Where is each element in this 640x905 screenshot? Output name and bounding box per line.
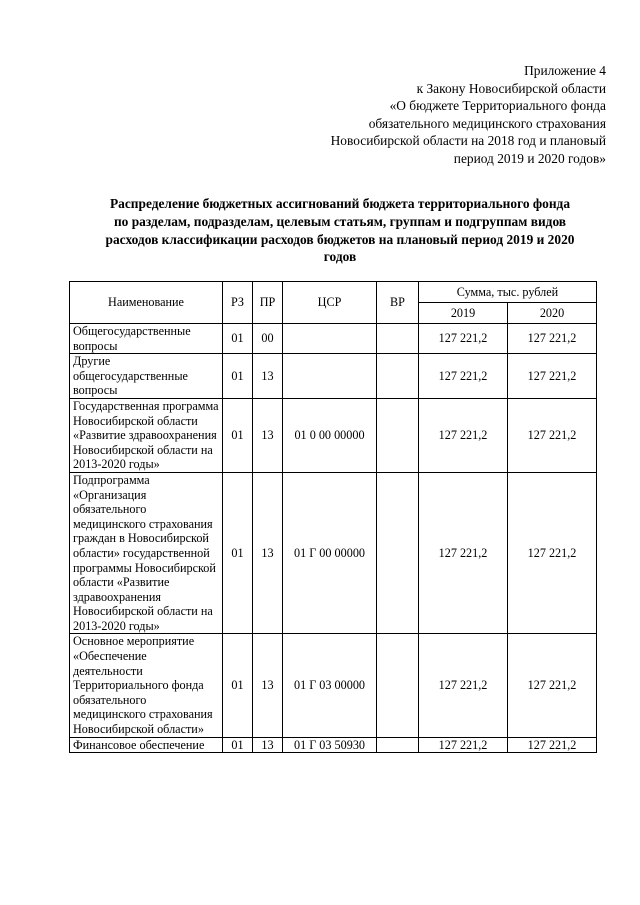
cell-rz: 01 bbox=[223, 472, 253, 634]
table-row bbox=[70, 472, 597, 634]
appendix-line: период 2019 и 2020 годов» bbox=[453, 150, 606, 166]
cell-2019: 127 221,2 bbox=[419, 398, 508, 472]
cell-2019: 127 221,2 bbox=[419, 354, 508, 399]
header-vr: ВР bbox=[377, 282, 419, 324]
cell-pr: 13 bbox=[253, 354, 283, 399]
cell-pr: 13 bbox=[253, 634, 283, 737]
table-row bbox=[70, 737, 597, 753]
cell-name: Основное мероприятие «Обеспечение деятельности Территориального фонда обязательного медицинского страхования Новосибирской области» bbox=[70, 634, 223, 737]
cell-rz: 01 bbox=[223, 398, 253, 472]
table-header-row bbox=[70, 282, 597, 303]
table-row bbox=[70, 398, 597, 472]
cell-pr: 00 bbox=[253, 324, 283, 354]
cell-vr bbox=[377, 354, 419, 399]
cell-2019: 127 221,2 bbox=[419, 634, 508, 737]
header-name: Наименование bbox=[70, 282, 223, 324]
appendix-note bbox=[186, 62, 606, 168]
cell-csr: 01 Г 03 50930 bbox=[283, 737, 377, 753]
cell-name: Государственная программа Новосибирской области «Развитие здравоохранения Новосибирской области на 2013-2020 годы» bbox=[70, 398, 223, 472]
cell-csr: 01 0 00 00000 bbox=[283, 398, 377, 472]
cell-vr bbox=[377, 634, 419, 737]
cell-pr: 13 bbox=[253, 472, 283, 634]
cell-rz: 01 bbox=[223, 354, 253, 399]
title-line: по разделам, подразделам, целевым статьям, группам и подгруппам видов bbox=[113, 213, 567, 229]
appendix-line: обязательного медицинского страхования bbox=[368, 115, 606, 131]
appendix-line: Приложение 4 bbox=[524, 63, 606, 78]
header-csr: ЦСР bbox=[283, 282, 377, 324]
cell-name: Другие общегосударственные вопросы bbox=[70, 354, 223, 399]
appendix-line: «О бюджете Территориального фонда bbox=[389, 98, 606, 114]
cell-vr bbox=[377, 398, 419, 472]
cell-csr: 01 Г 03 00000 bbox=[283, 634, 377, 737]
cell-csr bbox=[283, 354, 377, 399]
cell-name: Подпрограмма «Организация обязательного медицинского страхования граждан в Новосибирской области» государственной программы Новосибирской области «Развитие здравоохранения Новосибирской области на 2013-2020 годы» bbox=[70, 472, 223, 634]
cell-pr: 13 bbox=[253, 398, 283, 472]
title-line: годов bbox=[323, 249, 357, 265]
cell-csr bbox=[283, 324, 377, 354]
budget-table bbox=[69, 281, 597, 753]
cell-rz: 01 bbox=[223, 737, 253, 753]
cell-2020: 127 221,2 bbox=[508, 324, 597, 354]
cell-rz: 01 bbox=[223, 324, 253, 354]
cell-name: Общегосударственные вопросы bbox=[70, 324, 223, 354]
cell-2020: 127 221,2 bbox=[508, 634, 597, 737]
table-row bbox=[70, 354, 597, 399]
cell-2019: 127 221,2 bbox=[419, 324, 508, 354]
cell-vr bbox=[377, 737, 419, 753]
cell-rz: 01 bbox=[223, 634, 253, 737]
cell-2019: 127 221,2 bbox=[419, 472, 508, 634]
cell-2020: 127 221,2 bbox=[508, 737, 597, 753]
header-rz: РЗ bbox=[223, 282, 253, 324]
header-year-2019: 2019 bbox=[419, 303, 508, 324]
cell-2020: 127 221,2 bbox=[508, 398, 597, 472]
header-sum: Сумма, тыс. рублей bbox=[419, 282, 597, 303]
cell-csr: 01 Г 00 00000 bbox=[283, 472, 377, 634]
appendix-line: Новосибирской области на 2018 год и плановый bbox=[330, 133, 606, 149]
cell-2020: 127 221,2 bbox=[508, 354, 597, 399]
cell-2020: 127 221,2 bbox=[508, 472, 597, 634]
header-year-2020: 2020 bbox=[508, 303, 597, 324]
table-row bbox=[70, 324, 597, 354]
header-pr: ПР bbox=[253, 282, 283, 324]
cell-vr bbox=[377, 324, 419, 354]
table-row bbox=[70, 634, 597, 737]
appendix-line: к Закону Новосибирской области bbox=[416, 80, 606, 96]
cell-pr: 13 bbox=[253, 737, 283, 753]
cell-2019: 127 221,2 bbox=[419, 737, 508, 753]
cell-vr bbox=[377, 472, 419, 634]
title-line: Распределение бюджетных ассигнований бюджета территориального фонда bbox=[109, 196, 571, 211]
document-title bbox=[60, 195, 620, 266]
title-line: расходов классификации расходов бюджетов на плановый период 2019 и 2020 bbox=[105, 231, 575, 247]
cell-name: Финансовое обеспечение bbox=[70, 737, 223, 753]
